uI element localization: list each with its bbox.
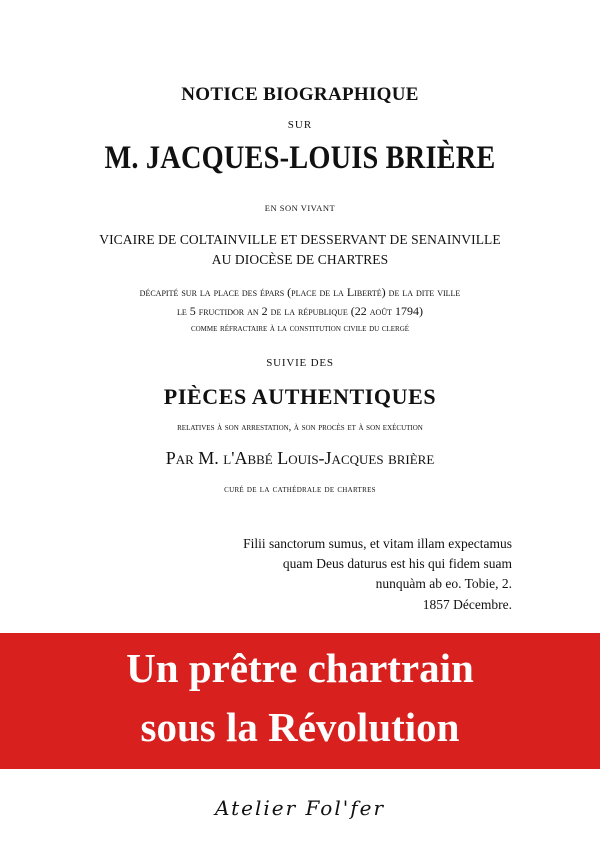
epigraph-line-1: Filii sanctorum sumus, et vitam illam expectamus: [243, 536, 512, 551]
date-line: le 5 fructidor an 2 de la république (22 août 1794): [177, 304, 423, 318]
notice-heading: NOTICE BIOGRAPHIQUE: [181, 84, 419, 105]
refractaire-line: comme réfractaire à la constitution civile du clergé: [190, 323, 410, 334]
sur-label: SUR: [287, 119, 313, 131]
epigraph-line-2: quam Deus daturus est his qui fidem suam: [282, 556, 512, 571]
epigraph-date: 1857 Décembre.: [422, 597, 512, 612]
suivie-label: SUIVIE DES: [266, 357, 334, 369]
publisher-logo: Atelier Fol'fer: [214, 796, 386, 820]
diocese-line: AU DIOCÈSE DE CHARTRES: [211, 252, 389, 267]
decapite-line: décapité sur la place des épars (place de la Liberté) de la dite ville: [139, 285, 461, 299]
en-son-vivant-label: EN SON VIVANT: [264, 203, 336, 213]
relatives-line: relatives à son arrestation, à son procès et à son exécution: [177, 422, 423, 433]
banner-title-line-2: sous la Révolution: [140, 704, 460, 750]
epigraph-line-3: nunquàm ab eo. Tobie, 2.: [375, 576, 512, 591]
subject-name: M. JACQUES-LOUIS BRIÈRE: [104, 140, 496, 176]
vicaire-line: VICAIRE DE COLTAINVILLE ET DESSERVANT DE SENAINVILLE: [99, 232, 501, 247]
author-line: Par M. l'Abbé Louis-Jacques brière: [165, 448, 435, 468]
pieces-heading: PIÈCES AUTHENTIQUES: [163, 384, 437, 409]
banner-title-line-1: Un prêtre chartrain: [126, 645, 474, 691]
cure-line: curé de la cathédrale de chartres: [224, 484, 376, 495]
